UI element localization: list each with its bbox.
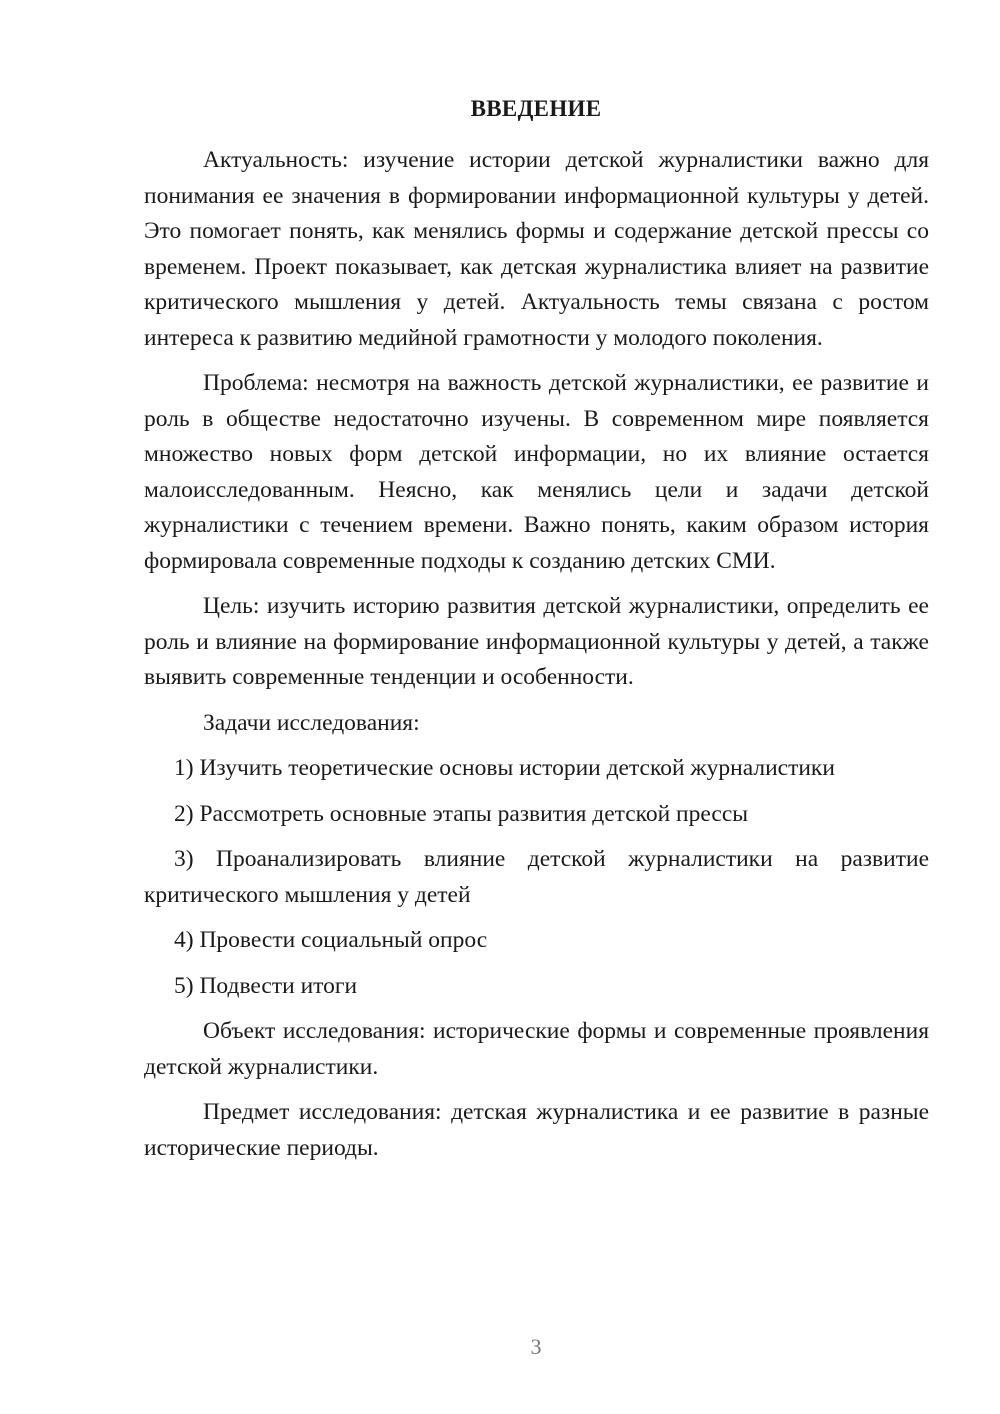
task-item: 1) Изучить теоретические основы истории детской журналистики [174,755,835,781]
task-item: 5) Подвести итоги [174,972,358,999]
task-item: 4) Провести социальный опрос [174,927,488,953]
relevance-paragraph: Актуальность: изучение истории детской журналистики важно для понимания ее значения в формировании информационной культуры у детей. Это помогает понять, как менялись формы и содержание детской прессы со временем. Проект показывает, как детская журналистика влияет на развитие критического мышления у детей. Актуальность темы связана с ростом интереса к развитию медийной грамотности у молодого поколения. [144,147,929,351]
page-title: ВВЕДЕНИЕ [470,96,602,121]
subject-paragraph: Предмет исследования: детская журналистика и ее развитие в разные исторические периоды. [144,1099,929,1161]
task-item: 2) Рассмотреть основные этапы развития детской прессы [174,800,749,827]
goal-paragraph: Цель: изучить историю развития детской журналистики, определить ее роль и влияние на формирование информационной культуры у детей, а также выявить современные тенденции и особенности. [144,593,929,690]
task-item: 3) Проанализировать влияние детской журналистики на развитие критического мышления у детей [144,846,929,908]
problem-paragraph: Проблема: несмотря на важность детской журналистики, ее развитие и роль в обществе недостаточно изучены. В современном мире появляется множество новых форм детской информации, но их влияние остается малоисследованным. Неясно, как менялись цели и задачи детской журналистики с течением времени. Важно понять, каким образом история формировала современные подходы к созданию детских СМИ. [144,370,929,574]
body-text [144,143,929,1176]
object-paragraph: Объект исследования: исторические формы и современные проявления детской журналистики. [144,1018,929,1080]
page-number: 3 [530,1334,542,1359]
tasks-heading: Задачи исследования: [203,709,420,736]
